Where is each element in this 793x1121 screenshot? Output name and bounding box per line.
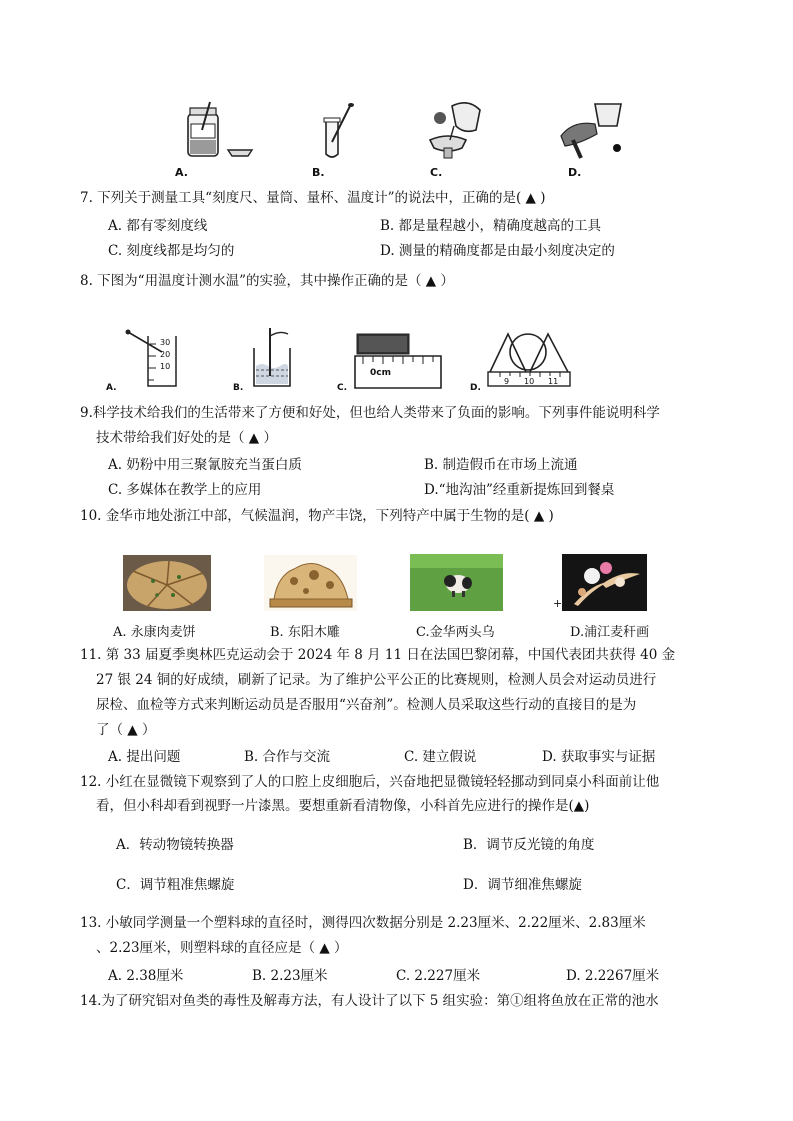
q12-option-c: C．调节粗准焦螺旋 bbox=[116, 877, 235, 893]
two-headed-black-pig-photo bbox=[410, 554, 503, 611]
ruler-tick-9: 9 bbox=[504, 377, 510, 386]
q6-label-c: C. bbox=[430, 166, 443, 179]
q10-caption-c: C.金华两头乌 bbox=[416, 625, 495, 640]
ruler-tick-10: 10 bbox=[524, 377, 535, 386]
thermo-tick-30: 30 bbox=[160, 338, 171, 347]
graduated-cylinder-illustration bbox=[122, 330, 187, 390]
q7-option-a: A. 都有零刻度线 bbox=[108, 218, 208, 234]
q11-stem-line-4: 了（ ▲ ） bbox=[96, 722, 156, 738]
q13-option-b: B. 2.23厘米 bbox=[252, 968, 328, 984]
q12-stem-line-2: 看，但小科却看到视野一片漆黑。要想重新看清物像，小科首先应进行的操作是(▲) bbox=[96, 798, 590, 814]
ruler-tick-11: 11 bbox=[548, 377, 559, 386]
q11-option-a: A. 提出问题 bbox=[108, 749, 181, 765]
q6-label-d: D. bbox=[568, 166, 582, 179]
q8-label-b: B. bbox=[233, 383, 244, 393]
q7-stem: 7. 下列关于测量工具“刻度尺、量筒、量杯、温度计”的说法中，正确的是( ▲ ) bbox=[80, 190, 546, 206]
q12-option-d: D．调节细准焦螺旋 bbox=[463, 877, 582, 893]
q14-stem-line-1: 14.为了研究铝对鱼类的毒性及解毒方法，有人设计了以下 5 组实验：第①组将鱼放在正常的池水 bbox=[80, 993, 659, 1009]
q7-option-d: D. 测量的精确度都是由最小刻度决定的 bbox=[380, 243, 615, 259]
q9-option-d: D.“地沟油”经重新提炼回到餐桌 bbox=[424, 482, 615, 498]
q7-option-b: B. 都是量程越小，精确度越高的工具 bbox=[380, 218, 602, 234]
q9-stem-line-2: 技术带给我们好处的是（ ▲ ） bbox=[96, 430, 277, 446]
q8-label-d: D. bbox=[470, 383, 481, 393]
meat-pie-photo bbox=[123, 555, 211, 611]
q6-label-a: A. bbox=[175, 166, 188, 179]
q9-option-b: B. 制造假币在市场上流通 bbox=[424, 457, 578, 473]
q11-stem-line-2: 27 银 24 铜的好成绩，刷新了记录。为了维护公平公正的比赛规则，检测人员会对运动员进行 bbox=[96, 672, 657, 688]
q10-stem: 10. 金华市地处浙江中部，气候温润，物产丰饶，下列特产中属于生物的是( ▲ ) bbox=[80, 508, 554, 524]
q8-label-a: A. bbox=[106, 383, 117, 393]
q9-option-a: A. 奶粉中用三聚氰胺充当蛋白质 bbox=[108, 457, 302, 473]
jar-with-spatula-illustration bbox=[180, 100, 260, 162]
q12-option-a: A．转动物镜转换器 bbox=[116, 837, 234, 853]
q7-option-c: C. 刻度线都是均匀的 bbox=[108, 243, 235, 259]
q11-stem-line-3: 尿检、血检等方式来判断运动员是否服用“兴奋剂”。检测人员采取这些行动的直接目的是为 bbox=[96, 697, 637, 713]
q11-stem-line-1: 11. 第 33 届夏季奥林匹克运动会于 2024 年 8 月 11 日在法国巴黎闭幕，中国代表团共获得 40 金 bbox=[80, 647, 676, 663]
ruler-zero-label: 0cm bbox=[370, 368, 391, 378]
q13-stem-line-2: 、2.23厘米，则塑料球的直径应是（ ▲ ） bbox=[96, 940, 348, 956]
ruler-block-illustration bbox=[353, 332, 445, 390]
q10-caption-a: A. 永康肉麦饼 bbox=[113, 625, 196, 640]
q10-caption-d: D.浦江麦秆画 bbox=[570, 625, 650, 640]
beaker-thermometer-illustration bbox=[248, 326, 298, 390]
q13-option-c: C. 2.227厘米 bbox=[396, 968, 481, 984]
wood-carving-photo bbox=[264, 555, 357, 611]
q9-option-c: C. 多媒体在教学上的应用 bbox=[108, 482, 262, 498]
wheat-straw-painting-photo bbox=[562, 554, 647, 611]
q9-stem-line-1: 9.科学技术给我们的生活带来了方便和好处，但也给人类带来了负面的影响。下列事件能说明科学 bbox=[80, 405, 660, 421]
pouring-liquid-illustration bbox=[418, 100, 488, 162]
thermo-tick-20: 20 bbox=[160, 350, 171, 359]
q13-option-d: D. 2.2267厘米 bbox=[566, 968, 660, 984]
q10-caption-b: B. 东阳木雕 bbox=[270, 625, 340, 640]
hand-pouring-illustration bbox=[555, 100, 630, 162]
q12-stem-line-1: 12. 小红在显微镜下观察到了人的口腔上皮细胞后，兴奋地把显微镜轻轻挪动到同桌小科面前让他 bbox=[80, 774, 660, 790]
q13-stem-line-1: 13. 小敏同学测量一个塑料球的直径时，测得四次数据分别是 2.23厘米、2.22厘米、2.83厘米 bbox=[80, 915, 646, 931]
q6-label-b: B. bbox=[312, 166, 325, 179]
q10-plus-mark: + bbox=[553, 597, 563, 610]
q12-option-b: B．调节反光镜的角度 bbox=[463, 837, 595, 853]
test-tube-illustration bbox=[318, 102, 358, 162]
q11-option-b: B. 合作与交流 bbox=[244, 749, 331, 765]
q8-stem: 8. 下图为“用温度计测水温”的实验，其中操作正确的是（ ▲ ） bbox=[80, 273, 454, 289]
q13-option-a: A. 2.38厘米 bbox=[108, 968, 184, 984]
thermo-tick-10: 10 bbox=[160, 362, 171, 371]
q8-label-c: C. bbox=[337, 383, 348, 393]
q11-option-d: D. 获取事实与证据 bbox=[542, 749, 656, 765]
q11-option-c: C. 建立假说 bbox=[404, 749, 477, 765]
